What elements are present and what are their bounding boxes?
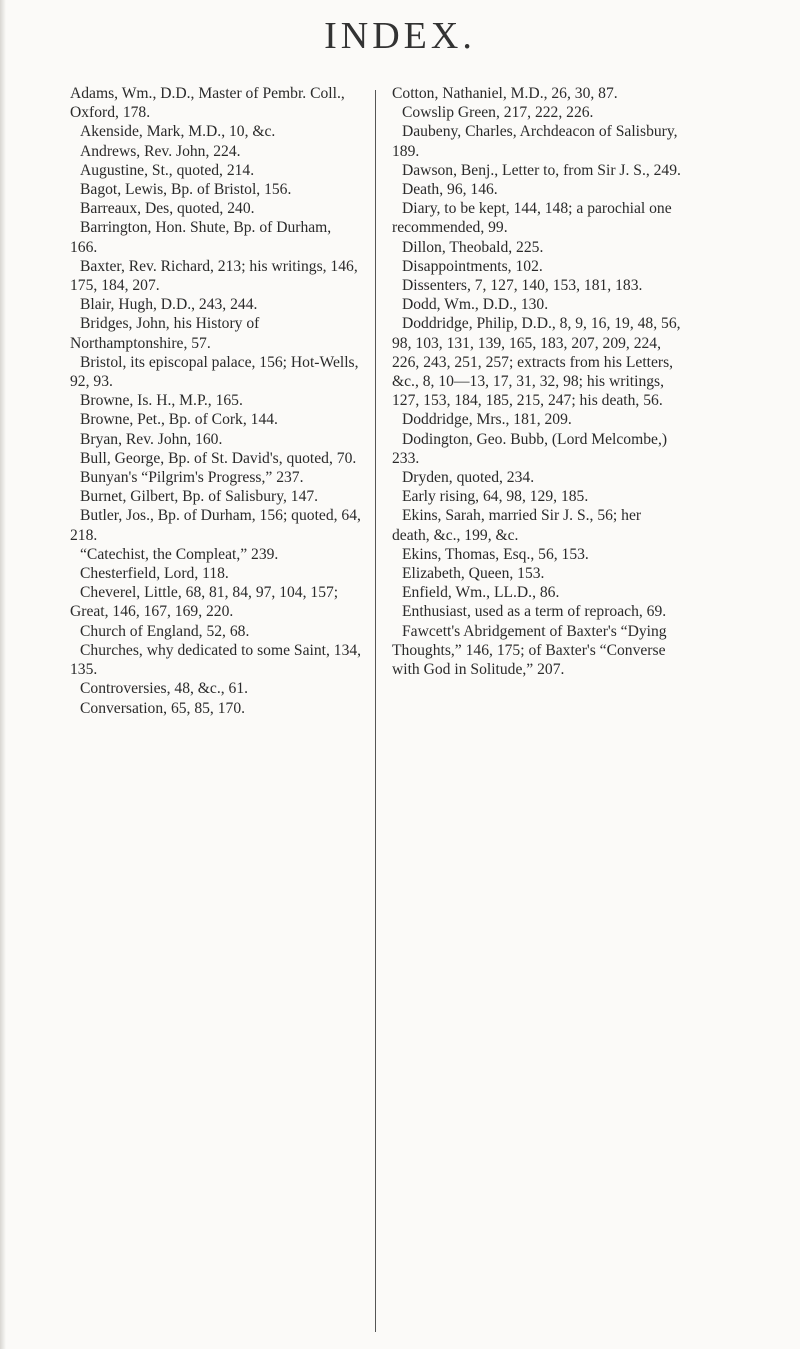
index-entry: Cotton, Nathaniel, M.D., 26, 30, 87.: [392, 85, 618, 102]
index-entry: Doddridge, Mrs., 181, 209.: [402, 411, 572, 429]
column-divider: [375, 90, 376, 1332]
index-entry: Ekins, Sarah, married Sir J. S., 56; her death, &c., 199, &c.: [392, 507, 642, 544]
index-entry: Dawson, Benj., Letter to, from Sir J. S., 249.: [402, 161, 681, 179]
index-entry: Elizabeth, Queen, 153.: [402, 565, 545, 583]
index-entry: Daubeny, Charles, Archdeacon of Salisbury, 189.: [392, 123, 678, 160]
index-entry: Baxter, Rev. Richard, 213; his writings, 146, 175, 184, 207.: [70, 257, 358, 295]
index-entry: Bunyan's “Pilgrim's Progress,” 237.: [80, 469, 304, 487]
index-entry: Blair, Hugh, D.D., 243, 244.: [80, 296, 258, 314]
index-entry: Conversation, 65, 85, 170.: [80, 699, 246, 717]
index-entry: Dodd, Wm., D.D., 130.: [402, 296, 549, 314]
index-column-right: [392, 84, 682, 679]
index-entry: Death, 96, 146.: [402, 181, 498, 199]
index-entry: Adams, Wm., D.D., Master of Pembr. Coll., Oxford, 178.: [70, 85, 345, 122]
index-entry: Bristol, its episcopal palace, 156; Hot-Wells, 92, 93.: [70, 353, 359, 391]
index-entry: Dillon, Theobald, 225.: [402, 238, 544, 256]
index-entry: Fawcett's Abridgement of Baxter's “Dying Thoughts,” 146, 175; of Baxter's “Converse with God in Solitude,” 207.: [392, 622, 667, 679]
index-entry: Enfield, Wm., LL.D., 86.: [402, 584, 560, 602]
index-entry: Barrington, Hon. Shute, Bp. of Durham, 166.: [70, 219, 332, 256]
index-entry: Barreaux, Des, quoted, 240.: [80, 200, 255, 218]
index-entry: Dodington, Geo. Bubb, (Lord Melcombe,) 233.: [392, 430, 668, 467]
index-entry: Augustine, St., quoted, 214.: [80, 161, 255, 179]
index-entry: Chesterfield, Lord, 118.: [80, 565, 229, 583]
page-title: INDEX.: [324, 15, 476, 57]
index-entry: Church of England, 52, 68.: [80, 622, 250, 640]
index-entry: Bridges, John, his History of Northamptonshire, 57.: [70, 315, 260, 352]
index-entry: Bull, George, Bp. of St. David's, quoted, 70.: [80, 449, 357, 467]
index-entry: Browne, Pet., Bp. of Cork, 144.: [80, 411, 278, 429]
page-edge-shadow: [0, 0, 6, 1349]
index-entry: Ekins, Thomas, Esq., 56, 153.: [402, 545, 589, 563]
index-entry: “Catechist, the Compleat,” 239.: [80, 545, 279, 563]
index-entry: Bryan, Rev. John, 160.: [80, 430, 223, 448]
index-entry: Enthusiast, used as a term of reproach, 69.: [402, 603, 667, 621]
index-entry: Churches, why dedicated to some Saint, 134, 135.: [70, 641, 362, 679]
index-entry: Browne, Is. H., M.P., 165.: [80, 392, 243, 410]
index-entry: Cheverel, Little, 68, 81, 84, 97, 104, 157; Great, 146, 167, 169, 220.: [70, 584, 339, 621]
index-column-left: [70, 84, 362, 718]
index-entry: Early rising, 64, 98, 129, 185.: [402, 488, 589, 506]
index-entry: Akenside, Mark, M.D., 10, &c.: [80, 123, 276, 141]
index-entry: Dissenters, 7, 127, 140, 153, 181, 183.: [402, 277, 643, 295]
index-entry: Disappointments, 102.: [402, 257, 543, 275]
index-entry: Controversies, 48, &c., 61.: [80, 680, 249, 698]
index-entry: Andrews, Rev. John, 224.: [80, 142, 241, 160]
index-entry: Diary, to be kept, 144, 148; a parochial one recommended, 99.: [392, 200, 672, 237]
index-entry: Dryden, quoted, 234.: [402, 469, 535, 487]
index-entry: Butler, Jos., Bp. of Durham, 156; quoted, 64, 218.: [70, 507, 361, 544]
index-entry: Burnet, Gilbert, Bp. of Salisbury, 147.: [80, 488, 319, 506]
index-entry: Doddridge, Philip, D.D., 8, 9, 16, 19, 48, 56, 98, 103, 131, 139, 165, 183, 207, 209, 224, 226, 243, 251, 257; extracts from his Letters, &c., 8, 10—13, 17, 31, 32, 98; his writings, 127, 153, 184, 185, 215, 247; his death, 56.: [392, 315, 681, 410]
index-entry: Bagot, Lewis, Bp. of Bristol, 156.: [80, 181, 292, 199]
index-entry: Cowslip Green, 217, 222, 226.: [402, 104, 594, 122]
